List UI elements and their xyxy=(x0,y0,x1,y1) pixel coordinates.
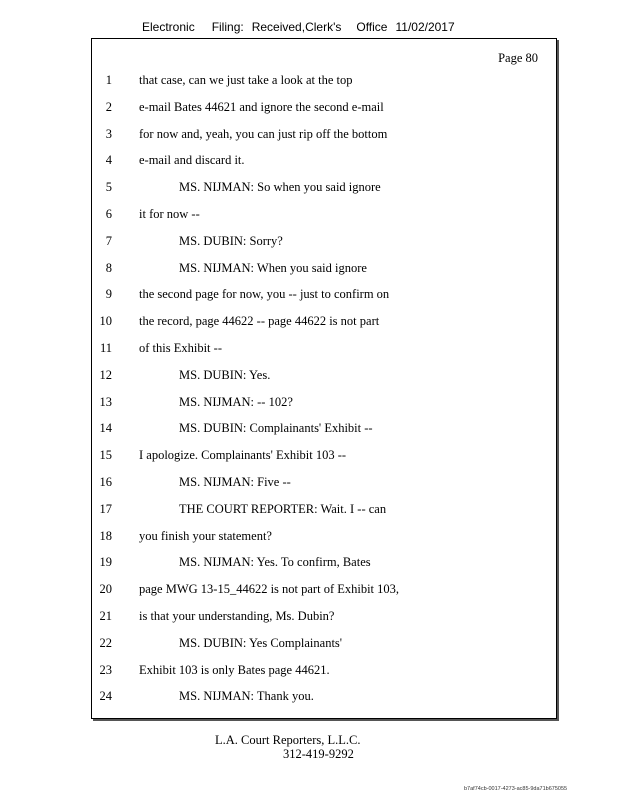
line-number: 5 xyxy=(105,180,112,195)
line-number: 10 xyxy=(99,314,112,329)
transcript-line xyxy=(92,100,556,127)
transcript-line xyxy=(92,153,556,180)
line-number: 22 xyxy=(99,635,112,650)
line-number: 9 xyxy=(105,287,112,302)
filing-header-office: Office xyxy=(356,20,388,34)
line-number: 15 xyxy=(99,448,112,463)
line-text: MS. NIJMAN: -- 102? xyxy=(179,394,293,409)
transcript-line xyxy=(92,314,556,341)
filing-header-date: 11/02/2017 xyxy=(395,20,455,34)
transcript-line xyxy=(92,475,556,502)
transcript-line xyxy=(92,395,556,422)
transcript-line xyxy=(92,529,556,556)
transcript-line xyxy=(92,663,556,690)
line-text: e-mail Bates 44621 and ignore the second e-mail xyxy=(139,99,384,114)
line-text: MS. NIJMAN: Thank you. xyxy=(179,689,314,704)
line-number: 1 xyxy=(105,73,112,87)
line-number: 23 xyxy=(99,662,112,677)
line-text: for now and, yeah, you can just rip off the bottom xyxy=(139,126,388,141)
line-number: 12 xyxy=(99,367,112,382)
transcript-lines xyxy=(92,73,556,716)
footer-company: L.A. Court Reporters, L.L.C. xyxy=(215,733,361,747)
transcript-line xyxy=(92,207,556,234)
line-number: 8 xyxy=(105,260,112,275)
line-number: 7 xyxy=(105,233,112,248)
line-number: 2 xyxy=(105,99,112,114)
line-number: 11 xyxy=(99,340,112,355)
line-number: 21 xyxy=(99,608,112,623)
line-text: THE COURT REPORTER: Wait. I -- can xyxy=(179,501,387,516)
filing-header-filing: Filing: xyxy=(211,20,244,34)
transcript-line xyxy=(92,368,556,395)
line-number: 4 xyxy=(105,153,112,168)
line-text: MS. NIJMAN: When you said ignore xyxy=(179,260,367,275)
transcript-line xyxy=(92,261,556,288)
filing-header-electronic: Electronic xyxy=(142,20,195,34)
transcript-line xyxy=(92,448,556,475)
line-text: of this Exhibit -- xyxy=(139,340,222,355)
line-number: 14 xyxy=(99,421,112,436)
line-text: you finish your statement? xyxy=(139,528,272,543)
line-text: the second page for now, you -- just to confirm on xyxy=(139,287,390,302)
line-text: I apologize. Complainants' Exhibit 103 -- xyxy=(139,448,347,463)
line-text: MS. DUBIN: Yes. xyxy=(179,367,271,382)
filing-header-received: Received,Clerk's xyxy=(251,20,342,34)
line-number: 18 xyxy=(99,528,112,543)
line-text: page MWG 13-15_44622 is not part of Exhibit 103, xyxy=(139,582,400,597)
line-text: that case, can we just take a look at the top xyxy=(139,73,353,87)
line-text: it for now -- xyxy=(139,206,200,221)
line-text: MS. DUBIN: Complainants' Exhibit -- xyxy=(179,421,373,436)
transcript-line xyxy=(92,287,556,314)
line-number: 13 xyxy=(99,394,112,409)
line-number: 24 xyxy=(99,689,112,704)
filing-header xyxy=(142,20,455,34)
line-text: is that your understanding, Ms. Dubin? xyxy=(139,608,335,623)
line-number: 19 xyxy=(99,555,112,570)
transcript-line xyxy=(92,636,556,663)
line-text: MS. DUBIN: Yes Complainants' xyxy=(179,635,343,650)
line-number: 3 xyxy=(105,126,112,141)
transcript-line xyxy=(92,582,556,609)
page-number: Page 80 xyxy=(498,51,538,65)
transcript-line xyxy=(92,502,556,529)
transcript-line xyxy=(92,689,556,716)
transcript-line xyxy=(92,555,556,582)
transcript-line xyxy=(92,609,556,636)
transcript-line xyxy=(92,341,556,368)
line-text: MS. NIJMAN: So when you said ignore xyxy=(179,180,381,195)
line-number: 20 xyxy=(99,582,112,597)
line-text: MS. DUBIN: Sorry? xyxy=(179,233,283,248)
document-id: b7af74cb-0017-4273-ac85-9da71b675055 xyxy=(464,786,568,792)
line-number: 6 xyxy=(105,206,112,221)
footer-phone: 312-419-9292 xyxy=(283,747,354,761)
transcript-line xyxy=(92,180,556,207)
line-text: MS. NIJMAN: Five -- xyxy=(179,474,291,489)
line-text: MS. NIJMAN: Yes. To confirm, Bates xyxy=(179,555,371,570)
transcript-line xyxy=(92,234,556,261)
transcript-page xyxy=(91,38,557,719)
line-text: Exhibit 103 is only Bates page 44621. xyxy=(139,662,330,677)
transcript-line xyxy=(92,421,556,448)
transcript-line xyxy=(92,127,556,154)
line-number: 16 xyxy=(99,474,112,489)
line-text: the record, page 44622 -- page 44622 is not part xyxy=(139,314,380,329)
line-number: 17 xyxy=(99,501,112,516)
line-text: e-mail and discard it. xyxy=(139,153,245,168)
transcript-line xyxy=(92,73,556,100)
